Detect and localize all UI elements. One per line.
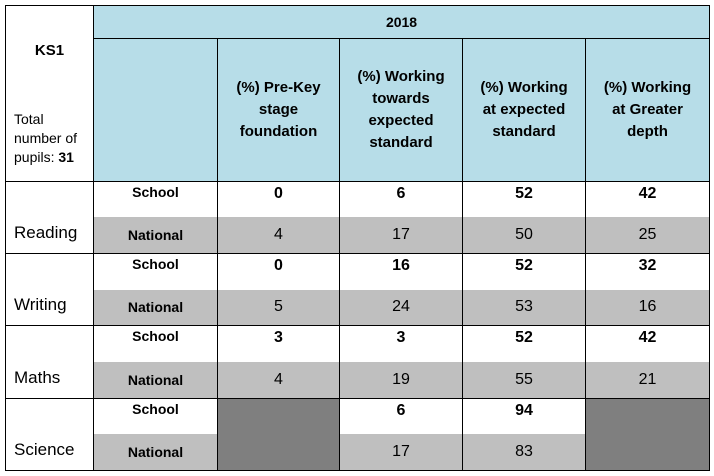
- column-header-working-at-expected: (%) Working at expected standard: [463, 39, 586, 182]
- total-pupils: [14, 110, 92, 167]
- results-table-container: [5, 5, 709, 471]
- ks1-header-cell: [6, 6, 94, 182]
- science-national-towards: 17: [340, 434, 463, 470]
- column-header-greater-depth: (%) Working at Greater depth: [586, 39, 710, 182]
- writing-national-expected: 53: [463, 290, 586, 326]
- maths-national-pre-key: 4: [218, 362, 340, 398]
- reading-national-towards: 17: [340, 217, 463, 253]
- writing-school-greater: 32: [586, 254, 710, 290]
- school-label: School: [94, 326, 218, 362]
- reading-national-expected: 50: [463, 217, 586, 253]
- national-label: National: [94, 362, 218, 398]
- subject-maths: Maths: [6, 326, 94, 398]
- reading-national-pre-key: 4: [218, 217, 340, 253]
- school-label: School: [94, 398, 218, 434]
- writing-school-towards: 16: [340, 254, 463, 290]
- column-header-pre-key-stage: (%) Pre-Key stage foundation: [218, 39, 340, 182]
- national-label: National: [94, 434, 218, 470]
- writing-national-towards: 24: [340, 290, 463, 326]
- ks1-title: KS1: [34, 42, 65, 59]
- maths-national-greater: 21: [586, 362, 710, 398]
- science-school-towards: 6: [340, 398, 463, 434]
- maths-school-towards: 3: [340, 326, 463, 362]
- reading-school-greater: 42: [586, 181, 710, 217]
- maths-school-pre-key: 3: [218, 326, 340, 362]
- national-label: National: [94, 217, 218, 253]
- subject-writing: Writing: [6, 254, 94, 326]
- writing-school-pre-key: 0: [218, 254, 340, 290]
- writing-school-expected: 52: [463, 254, 586, 290]
- column-header-working-towards: (%) Working towards expected standard: [340, 39, 463, 182]
- blank-header-cell: [94, 39, 218, 182]
- subject-reading: Reading: [6, 181, 94, 253]
- school-label: School: [94, 254, 218, 290]
- subject-science: Science: [6, 398, 94, 470]
- year-header: 2018: [94, 6, 710, 39]
- science-national-expected: 83: [463, 434, 586, 470]
- science-school-expected: 94: [463, 398, 586, 434]
- writing-national-pre-key: 5: [218, 290, 340, 326]
- maths-national-expected: 55: [463, 362, 586, 398]
- maths-school-greater: 42: [586, 326, 710, 362]
- school-label: School: [94, 181, 218, 217]
- writing-national-greater: 16: [586, 290, 710, 326]
- reading-school-pre-key: 0: [218, 181, 340, 217]
- maths-school-expected: 52: [463, 326, 586, 362]
- maths-national-towards: 19: [340, 362, 463, 398]
- reading-school-expected: 52: [463, 181, 586, 217]
- science-greater-not-applicable: [586, 398, 710, 470]
- ks1-results-table: [5, 5, 710, 471]
- total-pupils-value: 31: [58, 149, 74, 165]
- reading-school-towards: 6: [340, 181, 463, 217]
- reading-national-greater: 25: [586, 217, 710, 253]
- national-label: National: [94, 290, 218, 326]
- science-pre-key-not-applicable: [218, 398, 340, 470]
- total-pupils-label: Total number of pupils:: [14, 111, 78, 165]
